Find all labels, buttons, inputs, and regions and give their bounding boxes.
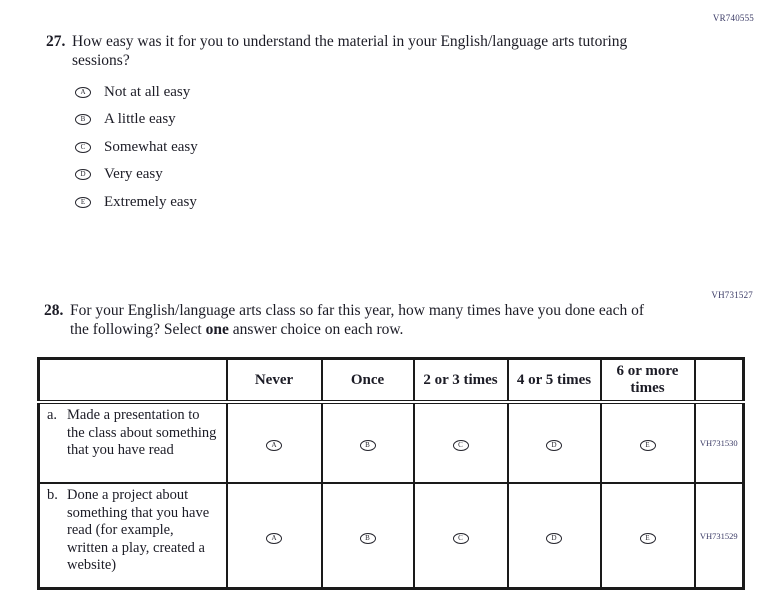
row-a-letter: a. <box>47 407 58 423</box>
answer-bubble-a-icon[interactable]: A <box>75 87 91 98</box>
row-b-4-or-5-cell[interactable] <box>508 483 601 589</box>
row-a-4-or-5-cell[interactable] <box>508 402 601 483</box>
table-header-row <box>39 359 744 403</box>
answer-bubble-d-icon[interactable]: D <box>546 440 562 451</box>
header-never: Never <box>227 359 322 403</box>
question-27-header <box>46 32 660 70</box>
answer-bubble-a-icon[interactable]: A <box>266 533 282 544</box>
answer-bubble-b-icon[interactable]: B <box>360 533 376 544</box>
row-b-once-cell[interactable] <box>322 483 414 589</box>
header-once: Once <box>322 359 414 403</box>
question-28 <box>44 301 658 339</box>
option-label: Very easy <box>104 166 163 182</box>
form-code-q28: VH731527 <box>711 290 753 300</box>
question-27-text: How easy was it for you to understand the material in your English/language arts tutoring sessions? <box>72 33 628 69</box>
answer-bubble-c-icon[interactable]: C <box>453 533 469 544</box>
row-a-never-cell[interactable] <box>227 402 322 483</box>
question-28-bold-word: one <box>205 321 229 338</box>
row-a-6-or-more-cell[interactable] <box>601 402 695 483</box>
option-very-easy[interactable] <box>75 168 198 182</box>
answer-bubble-c-icon[interactable]: C <box>75 142 91 153</box>
row-b-text: Done a project about something that you have read (for example, written a play, created a website) <box>67 487 210 573</box>
row-b-2-or-3-cell[interactable] <box>414 483 508 589</box>
answer-bubble-a-icon[interactable]: A <box>266 440 282 451</box>
option-label: Not at all easy <box>104 83 191 100</box>
option-somewhat-easy[interactable] <box>75 140 198 154</box>
answer-bubble-e-icon[interactable]: E <box>640 440 656 451</box>
header-code-cell <box>695 359 744 403</box>
question-28-number: 28. <box>44 302 64 319</box>
answer-bubble-d-icon[interactable]: D <box>546 533 562 544</box>
form-code-top-right: VR740555 <box>712 13 754 23</box>
row-a-label <box>40 404 226 460</box>
answer-bubble-b-icon[interactable]: B <box>75 114 91 125</box>
question-28-text-part2: answer choice on each row. <box>228 321 404 338</box>
row-a-code: VH731530 <box>695 402 744 483</box>
option-extremely-easy[interactable] <box>75 195 198 209</box>
option-label: A little easy <box>104 111 176 127</box>
header-6-or-more-times: 6 or more times <box>601 359 695 403</box>
answer-bubble-d-icon[interactable]: D <box>75 169 91 180</box>
question-27 <box>46 32 660 223</box>
answer-bubble-b-icon[interactable]: B <box>360 440 376 451</box>
table-row-a <box>39 402 744 483</box>
answer-bubble-c-icon[interactable]: C <box>453 440 469 451</box>
row-a-label-cell <box>39 402 227 483</box>
option-a-little-easy[interactable] <box>75 113 198 127</box>
table-row-b <box>39 483 744 589</box>
answer-bubble-e-icon[interactable]: E <box>640 533 656 544</box>
row-a-once-cell[interactable] <box>322 402 414 483</box>
row-a-text: Made a presentation to the class about something that you have read <box>67 407 217 458</box>
question-27-options <box>75 85 198 223</box>
row-b-6-or-more-cell[interactable] <box>601 483 695 589</box>
row-b-code: VH731529 <box>695 483 744 589</box>
question-28-text <box>70 301 658 339</box>
option-not-at-all-easy[interactable] <box>75 85 198 99</box>
answer-bubble-e-icon[interactable]: E <box>75 197 91 208</box>
question-27-number: 27. <box>46 33 66 50</box>
row-b-never-cell[interactable] <box>227 483 322 589</box>
row-a-2-or-3-cell[interactable] <box>414 402 508 483</box>
q28-answer-table <box>37 357 745 590</box>
header-empty-cell <box>39 359 227 403</box>
row-b-label-cell <box>39 483 227 589</box>
header-2-or-3-times: 2 or 3 times <box>414 359 508 403</box>
option-label: Somewhat easy <box>104 138 198 155</box>
row-b-label <box>40 484 226 575</box>
option-label: Extremely easy <box>104 193 197 210</box>
header-4-or-5-times: 4 or 5 times <box>508 359 601 403</box>
row-b-letter: b. <box>47 487 58 503</box>
question-28-text-part1: For your English/language arts class so far this year, how many times have you done each of the following? Select <box>70 302 645 338</box>
